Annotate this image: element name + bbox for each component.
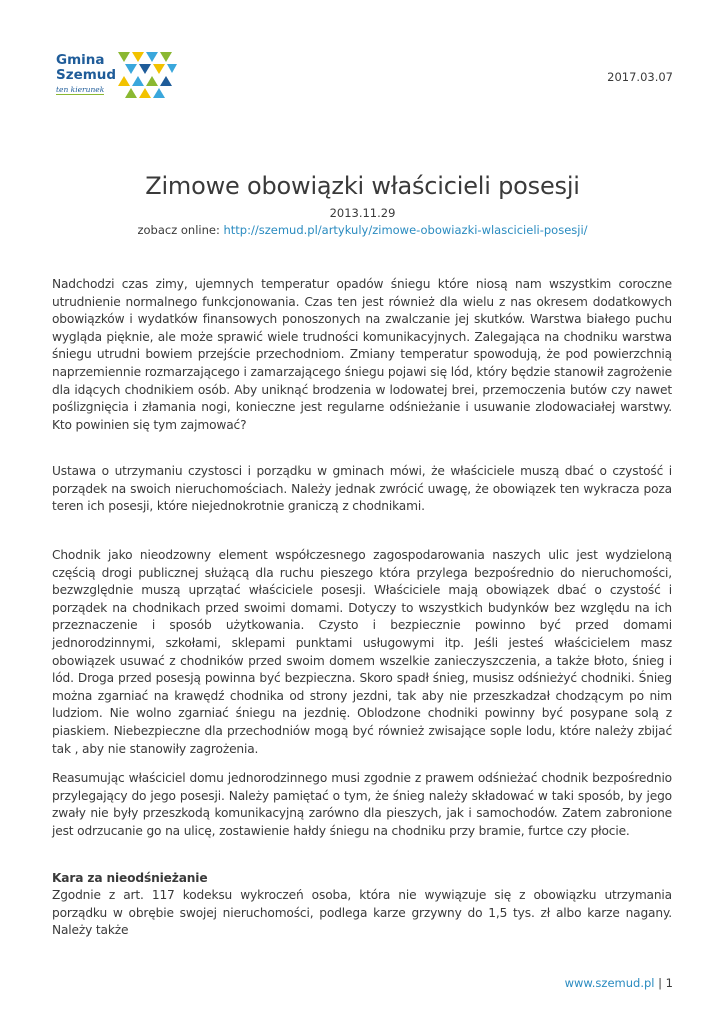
publication-date: 2013.11.29 [329,206,396,220]
logo-tagline: ten kierunek [56,85,105,94]
paragraph-4: Reasumując właściciel domu jednorodzinnego musi zgodnie z prawem odśnieżać chodnik bezpośrednio przylegający do jego posesji. Należy pamiętać o tym, że śnieg należy składować w taki sposób, by jego zwały nie były przeszkodą komunikacyjną zarówno dla pieszych, jak i samochodów. Zatem zabronione jest odrzucanie go na ulicę, zostawienie hałdy śniegu na chodniku przy bramie, furtce czy płocie. [52,771,672,838]
page-footer [565,976,673,990]
online-label: zobacz online: [137,223,220,237]
site-link[interactable]: www.szemud.pl [564,976,655,990]
page-number: 1 [665,976,673,990]
footer-separator: | [658,976,663,990]
logo-line1: Gmina [56,52,105,68]
online-link-line [0,223,725,237]
paragraph-1: Nadchodzi czas zimy, ujemnych temperatur opadów śniegu które niosą nam wszystkim coroczne utrudnienie normalnego funkcjonowania. Czas ten jest również dla wielu z nas okresem dodatkowych obowiązków i wydatków finansowych ponoszonych na zwalczanie jej skutków. Warstwa białego puchu wygląda pięknie, ale może sprawić wiele trudności komunikacyjnych. Zalegająca na chodniku warstwa śniegu utrudni bowiem przejście przechodniom. Zmiany temperatur spowodują, że pod powierzchnią naprzemiennie rozmarzającego i zamarzającego śniegu pojawi się lód, który będzie stanowił zagrożenie dla idących chodnikiem osób. Aby uniknąć brodzenia w lodowatej brei, przemoczenia butów czy nawet poślizgnięcia i złamania nogi, konieczne jest regularne odśnieżanie i usuwanie zlodowaciałej warstwy. Kto powinien się tym zajmować? [52,277,672,432]
article-url-link[interactable]: http://szemud.pl/artykuly/zimowe-obowiazki-wlascicieli-posesji/ [223,223,588,237]
triangle-mosaic-icon [116,50,178,102]
paragraph-3: Chodnik jako nieodzowny element współczesnego zagospodarowania naszych ulic jest wydzieloną częścią drogi publicznej służącą dla ruchu pieszego która przylega bezpośrednio do nieruchomości, bezwzględnie muszą uprzątać właściciele posesji. Właściciele mają obowiązek dbać o czystość i porządek na chodnikach przed swoimi domami. Dotyczy to wszystkich budynków bez względu na ich przeznaczenie i sposób użytkowania. Czysto i bezpiecznie powinno być przed domami jednorodzinnymi, szkołami, sklepami punktami usługowymi itp. Jeśli jesteś właścicielem masz obowiązek usuwać z chodników przed swoim domem wszelkie zanieczyszczenia, a także błoto, śnieg i lód. Droga przed posesją powinna być bezpieczna. Skoro spadł śnieg, musisz odśnieżyć chodniki. Śnieg można zgarniać na krawędź chodnika od strony jezdni, tak aby nie przeszkadzał chodzącym po nim ludziom. Nie wolno zgarniać śniegu na jezdnię. Oblodzone chodniki powinny być posypane solą z piaskiem. Niebezpieczne dla przechodniów mogą być również zwisające sople lodu, które należy zbijać tak , aby nie stanowiły zagrożenia. [52,548,672,756]
paragraph-5: Zgodnie z art. 117 kodeksu wykroczeń osoba, która nie wywiązuje się z obowiązku utrzymania porządku w obrębie swojej nieruchomości, podlega karze grzywny do 1,5 tys. zł albo karze nagany. Należy także [52,888,672,938]
subheading: Kara za nieodśnieżanie [52,871,208,885]
gmina-szemud-logo[interactable] [52,48,182,104]
logo-line2: Szemud [56,67,117,83]
article-title: Zimowe obowiązki właścicieli posesji [145,172,580,200]
document-date: 2017.03.07 [607,70,673,84]
paragraph-2: Ustawa o utrzymaniu czystosci i porządku w gminach mówi, że właściciele muszą dbać o czystość i porządek na swoich nieruchomościach. Należy jednak zwrócić uwagę, że obowiązek ten wykracza poza teren ich posesji, które niejednokrotnie graniczą z chodnikami. [52,464,672,514]
